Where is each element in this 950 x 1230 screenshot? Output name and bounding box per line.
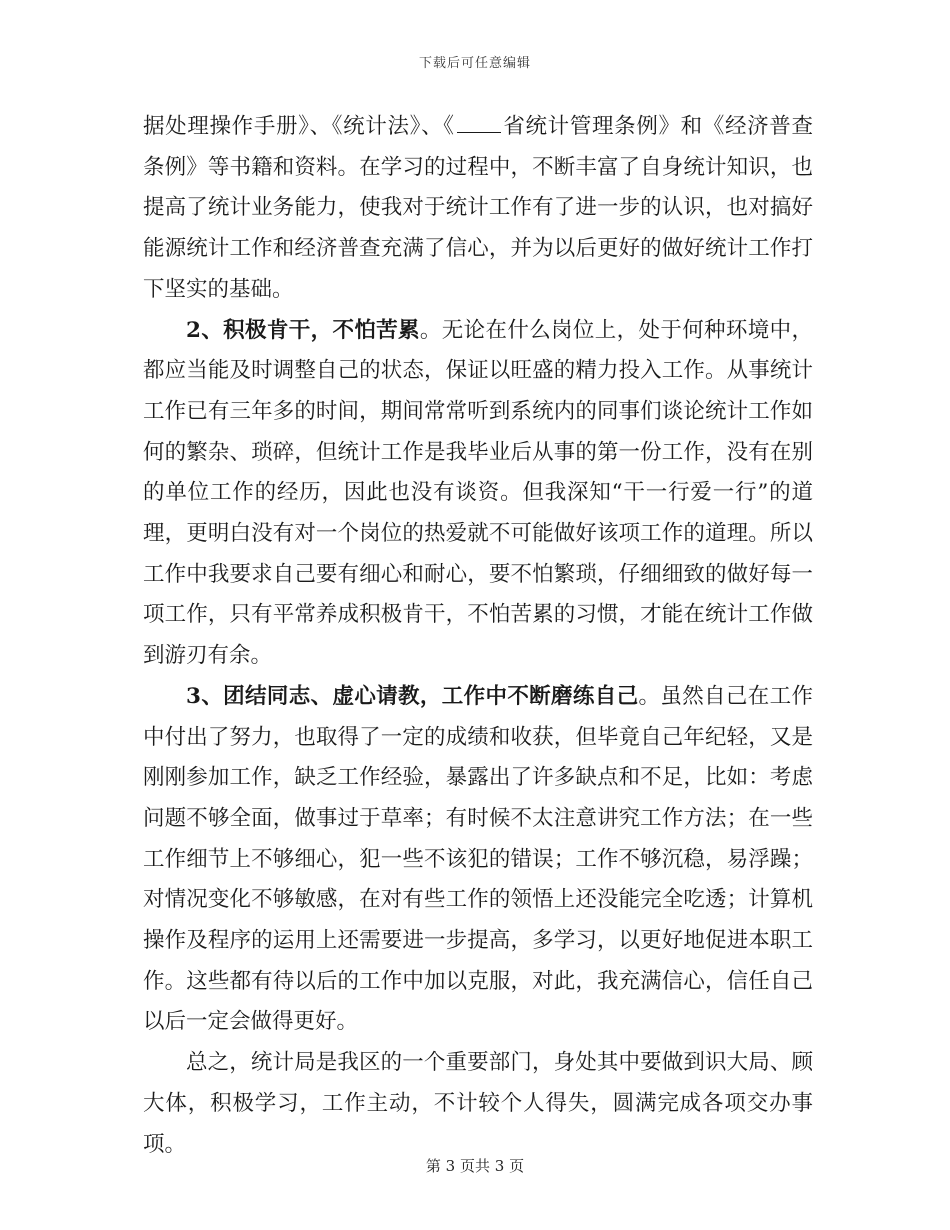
paragraph-3 [143,677,813,1043]
paragraph-1-text-b: 省统计管理条例》和《经济普查条例》等书籍和资料。在学习的过程中，不断丰富了自身统计知识，也提高了统计业务能力，使我对于统计工作有了进一步的认识，也对搞好能源统计工作和经济普查充满了信心，并为以后更好的做好统计工作打下坚实的基础。 [143,114,813,302]
document-body [143,107,813,1165]
paragraph-2-body: 。无论在什么岗位上，处于何种环境中，都应当能及时调整自己的状态，保证以旺盛的精力投入工作。从事统计工作已有三年多的时间，期间常常听到系统内的同事们谈论统计工作如何的繁杂、琐碎，但统计工作是我毕业后从事的第一份工作，没有在别的单位工作的经历，因此也没有谈资。但我深知“干一行爱一行”的道理，更明白没有对一个岗位的热爱就不可能做好该项工作的道理。所以工作中我要求自己要有细心和耐心，要不怕繁琐，仔细细致的做好每一项工作，只有平常养成积极肯干，不怕苦累的习惯，才能在统计工作做到游刃有余。 [143,317,813,669]
page-footer: 第 3 页共 3 页 [425,1157,525,1175]
paragraph-3-body: 。虽然自己在工作中付出了努力，也取得了一定的成绩和收获，但毕竟自己年纪轻，又是刚刚参加工作，缺乏工作经验，暴露出了许多缺点和不足，比如：考虑问题不够全面，做事过于草率；有时候不太注意讲究工作方法；在一些工作细节上不够细心，犯一些不该犯的错误；工作不够沉稳，易浮躁；对情况变化不够敏感，在对有些工作的领悟上还没能完全吃透；计算机操作及程序的运用上还需要进一步提高，多学习，以更好地促进本职工作。这些都有待以后的工作中加以克服，对此，我充满信心，信任自己以后一定会做得更好。 [143,683,813,1035]
fill-in-blank [457,114,501,133]
paragraph-1-text-a: 据处理操作手册》、《统计法》、《 [143,114,455,139]
paragraph-2 [143,311,813,677]
paragraph-1 [143,107,813,311]
page-header: 下载后可任意编辑 [418,56,531,71]
paragraph-4-body: 总之，统计局是我区的一个重要部门，身处其中要做到识大局、顾大体，积极学习，工作主动，不计较个人得失，圆满完成各项交办事项。 [143,1050,813,1157]
paragraph-3-heading: 3、团结同志、虚心请教，工作中不断磨练自己 [186,683,639,709]
paragraph-4 [143,1043,813,1165]
paragraph-2-heading: 2、积极肯干，不怕苦累 [186,317,420,343]
